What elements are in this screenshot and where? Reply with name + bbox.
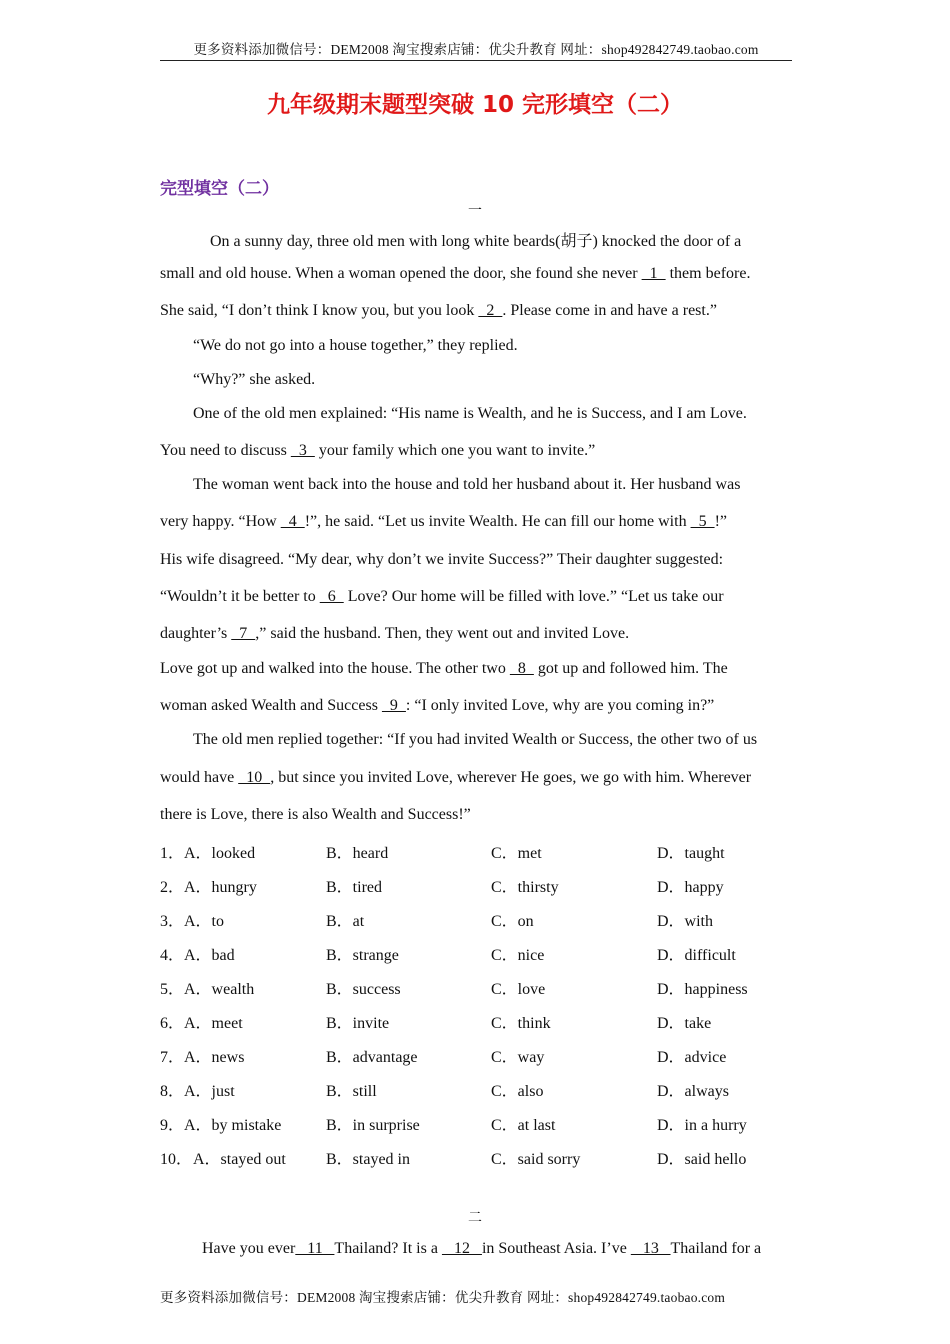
option-d: D．happiness [657,981,748,998]
blank-5: 5 [690,513,715,530]
blank-3: 3 [290,442,315,459]
blank-12: 12 [441,1240,482,1257]
passage-line: Have you ever 11 Thailand? It is a 12 in Southeast Asia. I’ve 13 Thailand for a [202,1240,762,1257]
option-c: C．think [491,1015,551,1032]
option-a: A．to [184,913,225,930]
blank-2: 2 [478,302,503,319]
option-b: B．heard [326,845,389,862]
option-a: A．by mistake [184,1117,282,1134]
option-d: D．in a hurry [657,1117,747,1134]
question-row: 10． A．stayed out B．stayed in C．said sorry D．said hello [160,1146,792,1170]
passage-line: daughter’s 7 ,” said the husband. Then, they went out and invited Love. [160,625,630,642]
option-b: B．advantage [326,1049,418,1066]
passage-line: would have 10 , but since you invited Love, wherever He goes, we go with him. Wherever [160,769,752,786]
option-b: B．invite [326,1015,390,1032]
blank-1: 1 [641,265,666,282]
option-b: B．still [326,1083,377,1100]
part-two-mark: 二 [468,1211,482,1226]
option-c: C．thirsty [491,879,559,896]
passage-line: “Wouldn’t it be better to 6 Love? Our home will be filled with love.” “Let us take our [160,588,724,605]
question-row: 7． A．news B．advantage C．way D．advice [160,1044,792,1068]
blank-8: 8 [509,660,534,677]
option-a: A．hungry [184,879,257,896]
blank-4: 4 [280,513,305,530]
passage-line: The woman went back into the house and told her husband about it. Her husband was [193,476,741,493]
passage-line: there is Love, there is also Wealth and Success!” [160,806,471,823]
option-a: A．bad [184,947,235,964]
option-d: D．with [657,913,714,930]
option-b: B．in surprise [326,1117,420,1134]
question-row: 5． A．wealth B．success C．love D．happiness [160,976,792,1000]
option-a: A．looked [184,845,256,862]
passage-line: small and old house. When a woman opened the door, she found she never 1 them before. [160,265,751,282]
option-a: A．wealth [184,981,255,998]
document-title: 九年级期末题型突破 10 完形填空（二） [266,92,684,118]
blank-13: 13 [630,1240,671,1257]
option-c: C．met [491,845,542,862]
blank-7: 7 [231,625,256,642]
question-row: 3． A．to B．at C．on D．with [160,908,792,932]
option-a: A．meet [184,1015,243,1032]
question-row: 6． A．meet B．invite C．think D．take [160,1010,792,1034]
option-b: B．strange [326,947,399,964]
passage-line: “Why?” she asked. [193,371,316,388]
option-d: D．happy [657,879,724,896]
blank-11: 11 [295,1240,335,1257]
option-c: C．also [491,1083,544,1100]
passage-line: She said, “I don’t think I know you, but you look 2 . Please come in and have a rest.” [160,302,717,319]
option-c: C．said sorry [491,1151,581,1168]
passage-line: “We do not go into a house together,” they replied. [193,337,518,354]
question-row: 9． A．by mistake B．in surprise C．at last D．in a hurry [160,1112,792,1136]
option-b: B．tired [326,879,382,896]
passage-line: The old men replied together: “If you had invited Wealth or Success, the other two of us [193,731,758,748]
passage-line: On a sunny day, three old men with long white beards(胡子) knocked the door of a [210,233,742,250]
part-one-mark: 一 [468,204,482,219]
passage-line: Love got up and walked into the house. The other two 8 got up and followed him. The [160,660,728,677]
option-a: A．just [184,1083,235,1100]
question-row: 8． A．just B．still C．also D．always [160,1078,792,1102]
option-d: D．take [657,1015,712,1032]
question-row: 4． A．bad B．strange C．nice D．difficult [160,942,792,966]
option-d: D．taught [657,845,725,862]
question-row: 1． A．looked B．heard C．met D．taught [160,840,792,864]
option-c: C．on [491,913,534,930]
option-d: D．difficult [657,947,736,964]
passage-line: woman asked Wealth and Success 9 : “I only invited Love, why are you coming in?” [160,697,715,714]
passage-line: His wife disagreed. “My dear, why don’t we invite Success?” Their daughter suggested: [160,551,724,568]
section-heading: 完型填空（二） [160,179,279,199]
passage-line: You need to discuss 3 your family which one you want to invite.” [160,442,596,459]
option-b: B．at [326,913,365,930]
option-c: C．nice [491,947,545,964]
blank-10: 10 [238,769,271,786]
option-c: C．way [491,1049,545,1066]
option-c: C．love [491,981,546,998]
passage-line: very happy. “How 4 !”, he said. “Let us invite Wealth. He can fill our home with 5 !” [160,513,727,530]
question-row: 2． A．hungry B．tired C．thirsty D．happy [160,874,792,898]
option-a: A．stayed out [193,1151,286,1168]
blank-9: 9 [381,697,406,714]
option-d: D．advice [657,1049,727,1066]
page-header: 更多资料添加微信号：DEM2008 淘宝搜索店铺：优尖升教育 网址：shop492842749.taobao.com [160,38,792,61]
option-b: B．success [326,981,401,998]
page-footer: 更多资料添加微信号：DEM2008 淘宝搜索店铺：优尖升教育 网址：shop492842749.taobao.com [160,1290,726,1305]
passage-line: One of the old men explained: “His name is Wealth, and he is Success, and I am Love. [193,405,747,422]
option-d: D．always [657,1083,729,1100]
blank-6: 6 [319,588,344,605]
option-a: A．news [184,1049,245,1066]
option-c: C．at last [491,1117,556,1134]
option-d: D．said hello [657,1151,747,1168]
option-b: B．stayed in [326,1151,410,1168]
